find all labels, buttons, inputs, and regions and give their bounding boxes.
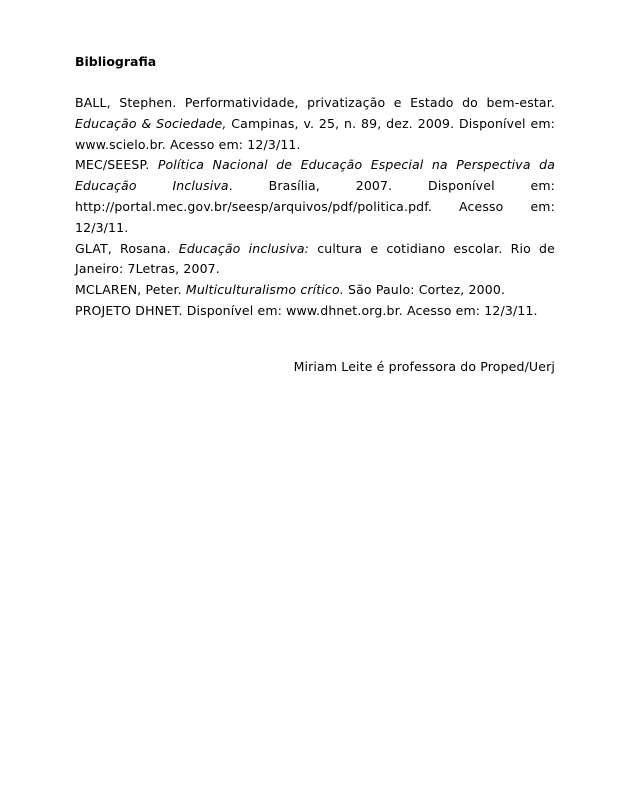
author-note: Miriam Leite é professora do Proped/Uerj [293, 359, 555, 374]
reference-title: Política Nacional de Educação Especial na Perspectiva da Educação Inclusiva [75, 157, 555, 194]
reference-details: . Brasília, 2007. Disponível em: http://portal.mec.gov.br/seesp/arquivos/pdf/politica.pdf. Acesso em: 12/3/11. [75, 178, 556, 235]
reference-details: cultura e cotidiano escolar. Rio de Janeiro: 7Letras, 2007. [75, 240, 555, 277]
reference-entry [75, 155, 555, 238]
reference-title: Educação & Sociedade, [75, 115, 227, 131]
reference-list [75, 93, 555, 322]
section-heading: Bibliografia [75, 54, 157, 69]
reference-text: BALL, Stephen. Performatividade, privatização e Estado do bem-estar. [75, 95, 555, 110]
reference-text: GLAT, Rosana. [75, 240, 179, 256]
reference-text: MCLAREN, Peter. [75, 282, 186, 298]
reference-entry [75, 93, 555, 155]
reference-details: Campinas, v. 25, n. 89, dez. 2009. Disponível em: www.scielo.br. Acesso em: 12/3/11. [75, 115, 556, 152]
reference-text: MEC/SEESP. [75, 157, 158, 173]
reference-title: Multiculturalismo crítico. [185, 282, 344, 298]
reference-title: Educação inclusiva: [178, 240, 310, 256]
reference-entry [75, 301, 555, 322]
reference-entry [75, 280, 555, 301]
reference-entry [75, 239, 555, 281]
reference-details: São Paulo: Cortez, 2000. [343, 282, 506, 298]
reference-text: PROJETO DHNET. Disponível em: www.dhnet.org.br. Acesso em: 12/3/11. [75, 302, 538, 318]
